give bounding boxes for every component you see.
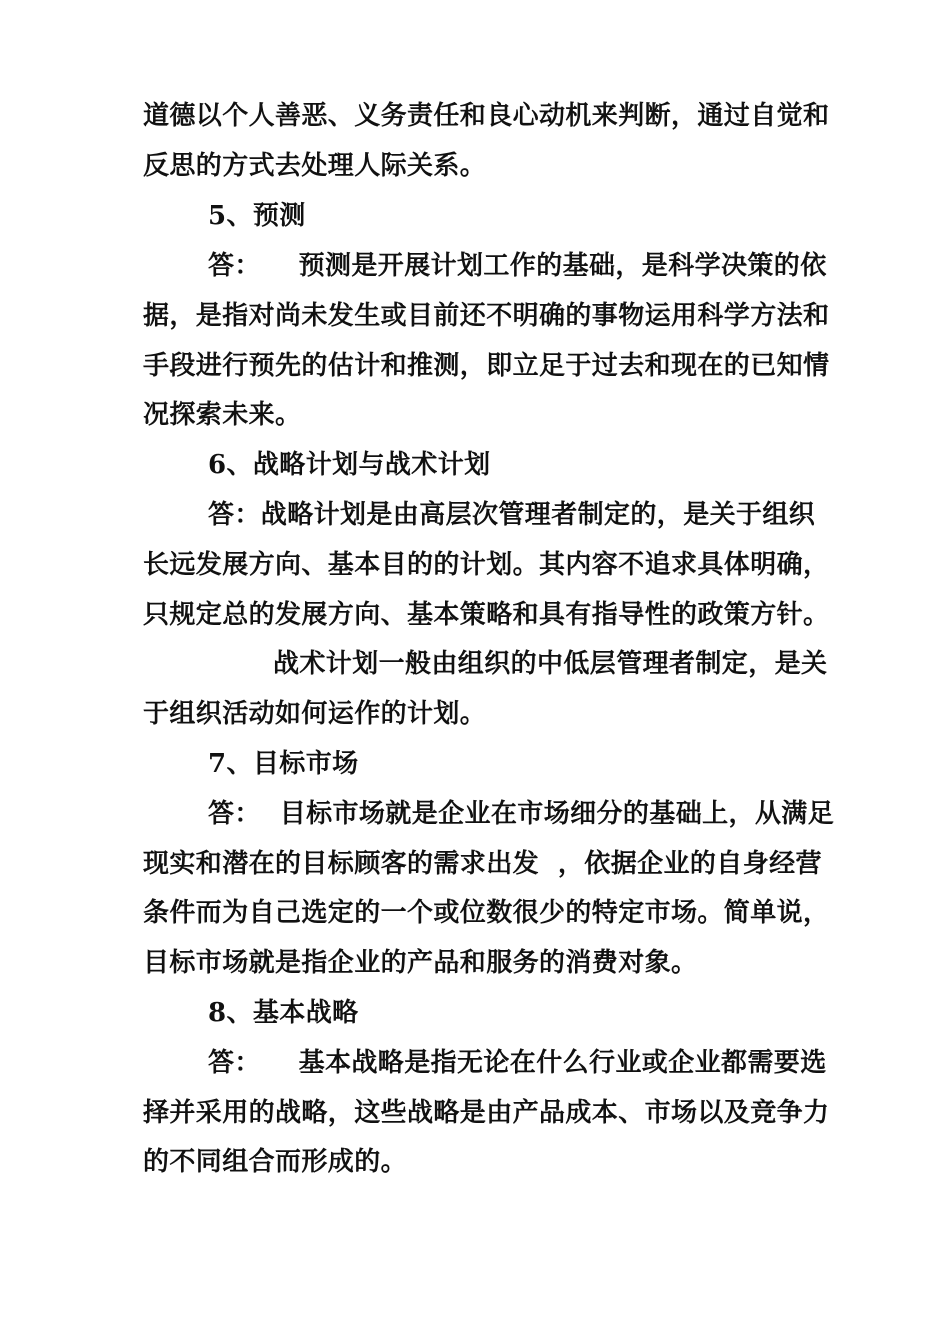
section-heading: 6、战略计划与战术计划 [208,450,491,480]
text-line: 手段进行预先的估计和推测，即立足于过去和现在的已知情 [143,351,830,381]
text-line: 答：战略计划是由高层次管理者制定的，是关于组织 [208,500,816,530]
text-line: 现实和潜在的目标顾客的需求出发 ，依据企业的自身经营 [143,849,822,879]
text-line: 长远发展方向、基本目的的计划。其内容不追求具体明确， [143,550,830,580]
text-line: 道德以个人善恶、义务责任和良心动机来判断，通过自觉和 [143,101,830,131]
text-line: 只规定总的发展方向、基本策略和具有指导性的政策方针。 [143,600,830,630]
text-line: 于组织活动如何运作的计划。 [143,699,487,729]
text-line: 战术计划一般由组织的中低层管理者制定，是关 [273,649,828,679]
text-line: 择并采用的战略，这些战略是由产品成本、市场以及竞争力 [143,1098,830,1128]
section-heading: 5、预测 [208,201,306,231]
text-line: 答： 基本战略是指无论在什么行业或企业都需要选 [208,1048,827,1078]
text-line: 反思的方式去处理人际关系。 [143,151,487,181]
text-line: 据，是指对尚未发生或目前还不明确的事物运用科学方法和 [143,301,830,331]
section-heading: 7、目标市场 [208,749,359,779]
text-line: 条件而为自己选定的一个或位数很少的特定市场。简单说， [143,898,830,928]
text-line: 目标市场就是指企业的产品和服务的消费对象。 [143,948,698,978]
text-line: 答： 预测是开展计划工作的基础，是科学决策的依 [208,251,827,281]
text-line: 的不同组合而形成的。 [143,1147,408,1177]
text-line: 况探索未来。 [143,400,302,430]
text-line: 答： 目标市场就是企业在市场细分的基础上，从满足 [208,799,835,829]
section-heading: 8、基本战略 [208,998,359,1028]
